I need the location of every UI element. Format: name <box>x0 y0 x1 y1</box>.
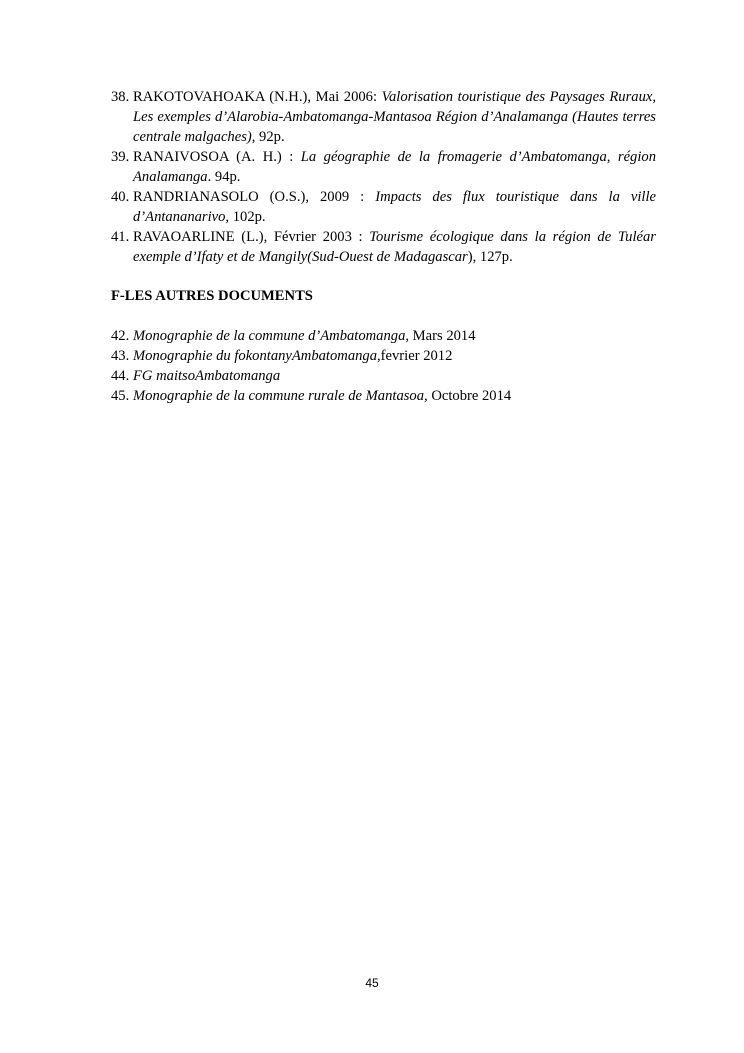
entry-suffix: fevrier 2012 <box>380 348 453 364</box>
section-heading: F-LES AUTRES DOCUMENTS <box>111 288 313 304</box>
entry-number: 38. <box>111 89 130 105</box>
entry-author: RAVAOARLINE (L.), Février 2003 : <box>133 229 370 245</box>
bibliography-entry <box>111 87 656 147</box>
document-entry <box>111 366 656 386</box>
entry-title: La géographie de la fromagerie d’Ambatomanga, région Analamanga <box>133 149 657 185</box>
other-documents-list <box>111 326 656 406</box>
entry-suffix: , Mars 2014 <box>405 328 476 344</box>
entry-title: Monographie de la commune d’Ambatomanga <box>133 328 406 344</box>
entry-title: Monographie de la commune rurale de Mantasoa, <box>133 388 428 404</box>
entry-suffix: , 92p. <box>251 129 285 145</box>
entry-title: Monographie du fokontanyAmbatomanga, <box>133 348 381 364</box>
entry-title: Tourisme écologique dans la région de Tuléar exemple d’Ifaty et de Mangily(Sud-Ouest de Madagascar <box>133 229 656 265</box>
entry-number: 39. <box>111 149 130 165</box>
entry-suffix: ), 127p. <box>467 249 513 265</box>
document-entry <box>111 386 656 406</box>
bibliography-list <box>111 87 656 267</box>
entry-suffix: . 94p. <box>207 169 241 185</box>
entry-suffix: Octobre 2014 <box>427 388 512 404</box>
entry-number: 41. <box>111 229 130 245</box>
entry-author: RANDRIANASOLO (O.S.), 2009 : <box>133 189 376 205</box>
entry-number: 43. <box>111 348 130 364</box>
entry-suffix: 102p. <box>229 209 266 225</box>
entry-title: FG maitsoAmbatomanga <box>133 368 281 384</box>
document-entry <box>111 326 656 346</box>
entry-title: Valorisation touristique des Paysages Ruraux, Les exemples d’Alarobia-Ambatomanga-Mantasoa Région d’Analamanga (Hautes terres centrale malgaches) <box>133 89 656 145</box>
entry-author: RAKOTOVAHOAKA (N.H.), Mai 2006: <box>133 89 382 105</box>
entry-number: 42. <box>111 328 130 344</box>
bibliography-entry <box>111 227 656 267</box>
page-number: 45 <box>365 976 379 990</box>
bibliography-entry <box>111 147 656 187</box>
entry-number: 45. <box>111 388 130 404</box>
entry-number: 44. <box>111 368 130 384</box>
entry-author: RANAIVOSOA (A. H.) : <box>133 149 301 165</box>
entry-number: 40. <box>111 189 130 205</box>
entry-title: Impacts des flux touristique dans la ville d’Antananarivo, <box>133 189 657 225</box>
bibliography-entry <box>111 187 656 227</box>
document-entry <box>111 346 656 366</box>
